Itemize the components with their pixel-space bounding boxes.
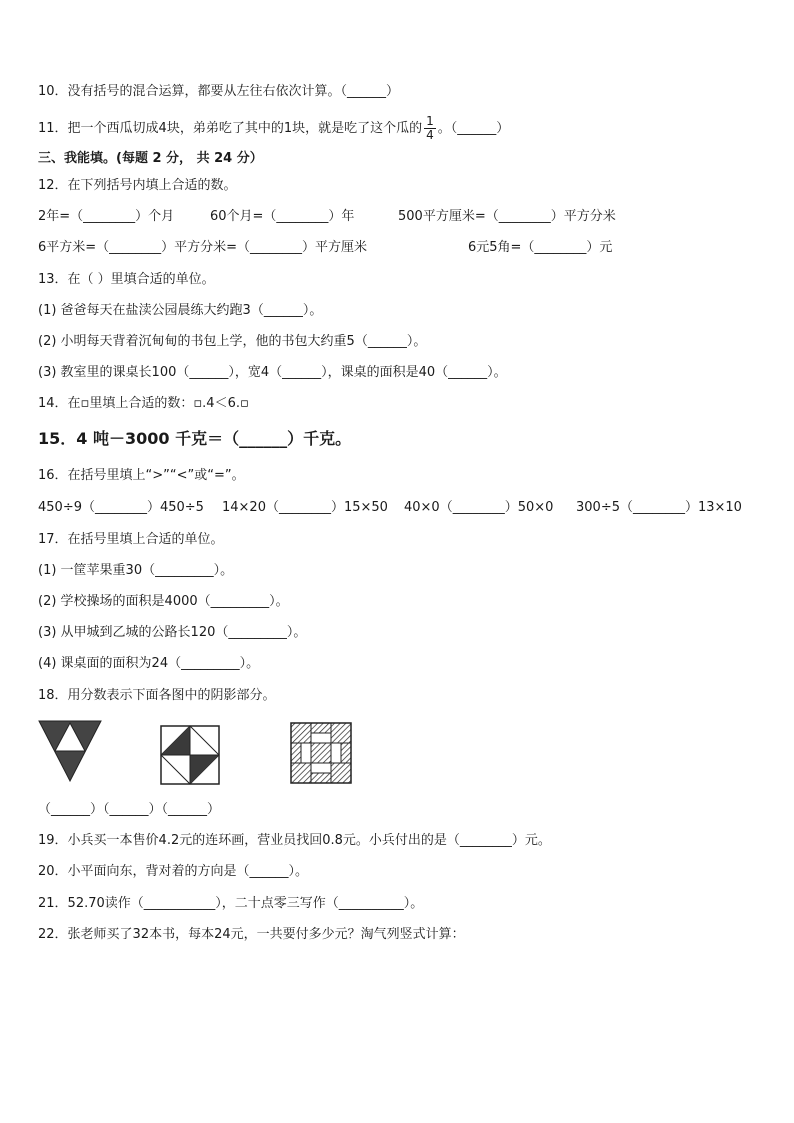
question-16-item: 40×0（________）50×0: [404, 500, 554, 515]
question-13-item: (1) 爸爸每天在盐渎公园晨练大约跑3（______）。: [38, 303, 323, 318]
fraction-one-quarter: [424, 115, 436, 142]
question-17-stem: 17．在括号里填上合适的单位。: [38, 532, 224, 547]
question-18-answers: （______）（______）（______）: [38, 802, 221, 817]
figure-triangle: [38, 720, 102, 782]
question-13-item: (2) 小明每天背着沉甸甸的书包上学，他的书包大约重5（______）。: [38, 334, 427, 349]
question-18-stem: 18．用分数表示下面各图中的阴影部分。: [38, 688, 276, 703]
fraction-numerator: 1: [426, 114, 434, 128]
question-16-stem: 16．在括号里填上“>”“<”或“=”。: [38, 468, 245, 483]
question-13-stem: 13．在（ ）里填合适的单位。: [38, 272, 215, 287]
question-12-item: 6平方米=（________）平方分米=（________）平方厘米: [38, 240, 368, 255]
question-16-item: 14×20（________）15×50: [222, 500, 388, 515]
question-12-stem: 12．在下列括号内填上合适的数。: [38, 178, 237, 193]
question-17-item: (1) 一筐苹果重30（_________）。: [38, 563, 234, 578]
question-11-text: 11．把一个西瓜切成4块，弟弟吃了其中的1块，就是吃了这个瓜的: [38, 121, 423, 136]
question-12-item: 6元5角=（________）元: [468, 240, 613, 255]
question-13-item: (3) 教室里的课桌长100（______），宽4（______），课桌的面积是40（______）。: [38, 365, 507, 380]
question-17-item: (3) 从甲城到乙城的公路长120（_________）。: [38, 625, 307, 640]
question-11: [38, 115, 509, 142]
question-11-blank: 。（______）: [437, 121, 510, 136]
question-12-item: 2年=（________）个月: [38, 209, 175, 224]
fraction-denominator: 4: [426, 128, 434, 142]
section-3-heading: 三、我能填。(每题 2 分， 共 24 分）: [38, 151, 263, 166]
question-10: 10．没有括号的混合运算，都要从左往右依次计算。（______）: [38, 84, 400, 99]
question-16-item: 300÷5（________）13×10: [576, 500, 742, 515]
question-12-item: 500平方厘米=（________）平方分米: [398, 209, 616, 224]
question-22: 22．张老师买了32本书，每本24元，一共要付多少元？淘气列竖式计算：: [38, 927, 465, 942]
question-17-item: (2) 学校操场的面积是4000（_________）。: [38, 594, 289, 609]
question-14: 14．在▫里填上合适的数：▫.4＜6.▫: [38, 396, 249, 411]
question-12-item: 60个月=（________）年: [210, 209, 355, 224]
question-20: 20．小平面向东，背对着的方向是（______）。: [38, 864, 309, 879]
figure-square-diamond: [160, 725, 220, 785]
question-15: 15．4 吨－3000 千克＝（______）千克。: [38, 429, 352, 448]
question-17-item: (4) 课桌面的面积为24（_________）。: [38, 656, 260, 671]
question-21: 21．52.70读作（___________），二十点零三写作（__________）。: [38, 896, 424, 911]
question-16-item: 450÷9（________）450÷5: [38, 500, 204, 515]
figure-hatched-grid: [290, 722, 352, 784]
question-19: 19．小兵买一本售价4.2元的连环画，营业员找回0.8元。小兵付出的是（________）元。: [38, 833, 551, 848]
